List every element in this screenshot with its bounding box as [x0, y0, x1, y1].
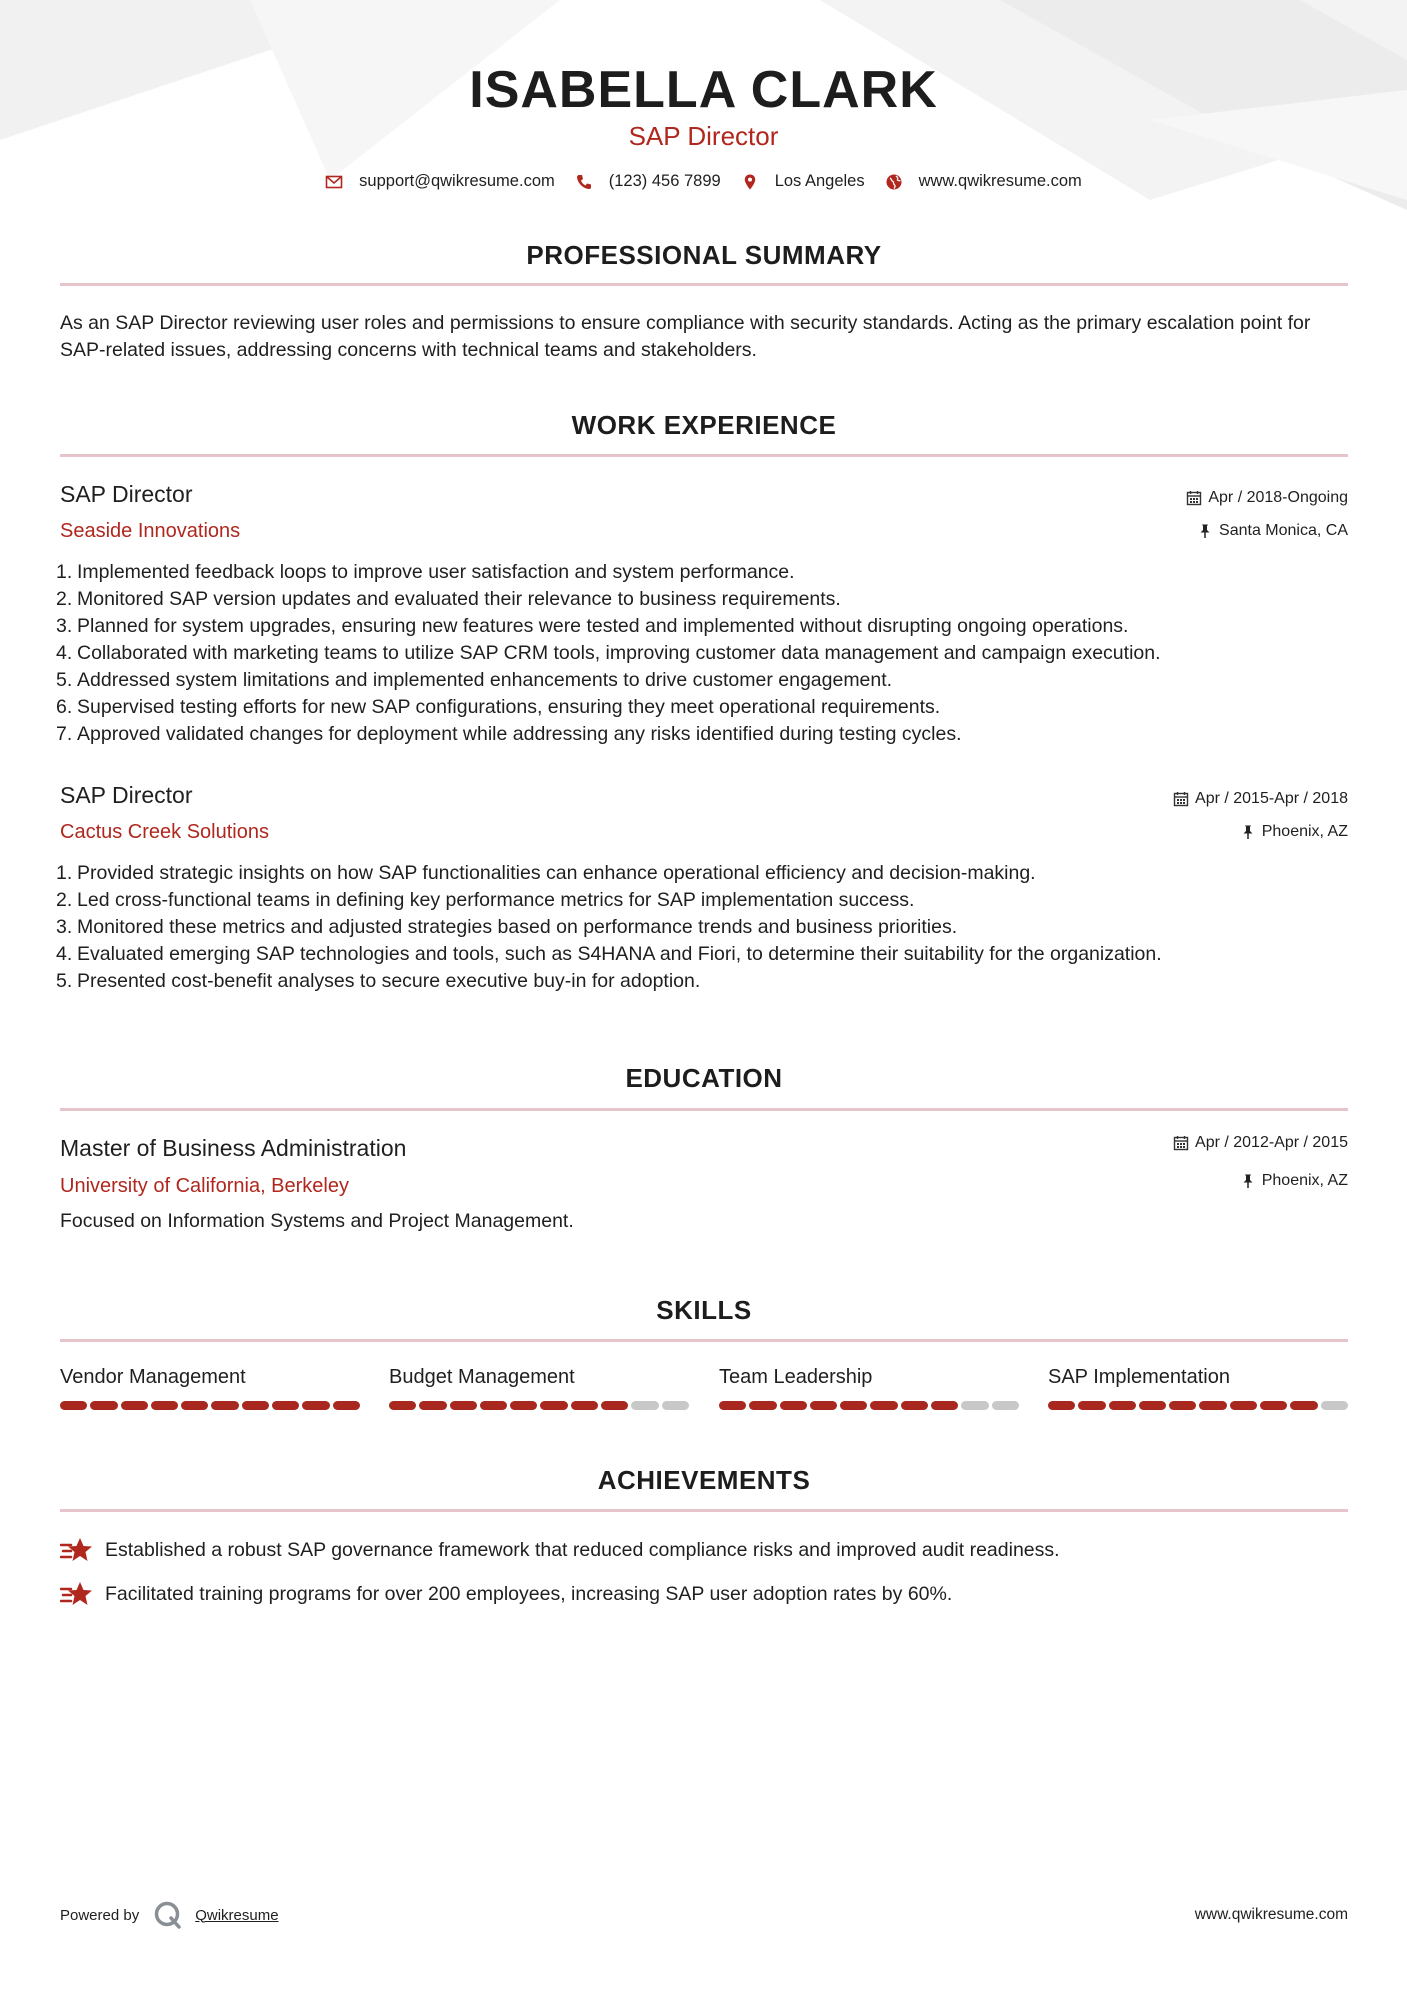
job-2-bullets	[56, 860, 1360, 995]
skill-segment	[1290, 1401, 1317, 1410]
skill-segment	[931, 1401, 958, 1410]
skill-segment	[121, 1401, 148, 1410]
skill-sap-implementation	[1048, 1366, 1348, 1410]
contact-email[interactable]	[325, 172, 555, 191]
skill-segment	[662, 1401, 689, 1410]
calendar-icon	[1173, 791, 1189, 807]
skill-level-bar	[60, 1401, 360, 1410]
skill-segment	[1109, 1401, 1136, 1410]
skill-segment	[333, 1401, 360, 1410]
qwikresume-link[interactable]: Qwikresume	[195, 1906, 279, 1924]
shooting-star-icon	[60, 1536, 94, 1564]
list-item: 1. Implemented feedback loops to improve user satisfaction and system performance.	[56, 561, 795, 583]
skill-segment	[870, 1401, 897, 1410]
achievement-item	[60, 1536, 1060, 1564]
list-item: 7. Approved validated changes for deployment while addressing any risks identified during testing cycles.	[56, 723, 962, 745]
education-dates-text: Apr / 2012-Apr / 2015	[1195, 1134, 1348, 1151]
skill-segment	[151, 1401, 178, 1410]
job-2-dates-text: Apr / 2015-Apr / 2018	[1195, 790, 1348, 807]
education-divider	[60, 1108, 1348, 1111]
skill-segment	[1199, 1401, 1226, 1410]
skill-segment	[780, 1401, 807, 1410]
contact-website[interactable]	[885, 172, 1082, 191]
skill-segment	[389, 1401, 416, 1410]
skill-name: Vendor Management	[60, 1366, 246, 1388]
contact-phone[interactable]	[575, 172, 721, 191]
education-degree: Master of Business Administration	[60, 1135, 407, 1161]
education-heading: EDUCATION	[625, 1063, 783, 1093]
education-location	[1240, 1172, 1348, 1190]
skill-segment	[60, 1401, 87, 1410]
skill-segment	[810, 1401, 837, 1410]
summary-text: As an SAP Director reviewing user roles and permissions to ensure compliance with security standards. Acting as the primary escalation point for SAP-related issues, addressing concerns with technical teams and stakeholders.	[60, 312, 1311, 361]
skill-segment	[181, 1401, 208, 1410]
skill-segment	[480, 1401, 507, 1410]
job-2-title: SAP Director	[60, 782, 193, 808]
skill-segment	[992, 1401, 1019, 1410]
experience-divider	[60, 454, 1348, 457]
skill-segment	[1078, 1401, 1105, 1410]
job-1-location-text: Santa Monica, CA	[1219, 522, 1348, 539]
skill-segment	[719, 1401, 746, 1410]
list-item: 1. Provided strategic insights on how SAP functionalities can enhance operational efficiency and decision-making.	[56, 862, 1036, 884]
skill-level-bar	[1048, 1401, 1348, 1410]
job-1-dates	[1186, 489, 1348, 507]
skill-segment	[631, 1401, 658, 1410]
skill-segment	[242, 1401, 269, 1410]
skill-segment	[749, 1401, 776, 1410]
list-item: 3. Monitored these metrics and adjusted strategies based on performance trends and business priorities.	[56, 916, 958, 938]
contact-phone-text: (123) 456 7899	[608, 172, 721, 190]
job-2-location-text: Phoenix, AZ	[1261, 823, 1348, 840]
contact-email-text: support@qwikresume.com	[359, 172, 555, 190]
skill-segment	[1230, 1401, 1257, 1410]
skill-name: SAP Implementation	[1048, 1366, 1230, 1388]
skill-team-leadership	[719, 1366, 1019, 1410]
pushpin-icon	[1197, 523, 1213, 539]
education-description: Focused on Information Systems and Project Management.	[60, 1210, 574, 1232]
achievement-text: Facilitated training programs for over 200 employees, increasing SAP user adoption rates by 60%.	[105, 1582, 953, 1605]
summary-divider	[60, 283, 1348, 286]
job-1-title: SAP Director	[60, 481, 193, 507]
candidate-role: SAP Director	[628, 121, 779, 151]
pushpin-icon	[1240, 1173, 1256, 1189]
skill-segment	[601, 1401, 628, 1410]
skill-segment	[302, 1401, 329, 1410]
job-1-dates-text: Apr / 2018-Ongoing	[1208, 489, 1348, 506]
list-item: 2. Led cross-functional teams in defining key performance metrics for SAP implementation success.	[56, 889, 915, 911]
list-item: 2. Monitored SAP version updates and evaluated their relevance to business requirements.	[56, 588, 841, 610]
skill-segment	[90, 1401, 117, 1410]
list-item: 5. Presented cost-benefit analyses to secure executive buy-in for adoption.	[56, 970, 701, 992]
skill-segment	[1048, 1401, 1075, 1410]
qwikresume-logo-icon	[153, 1900, 183, 1930]
globe-icon	[885, 173, 903, 191]
skill-level-bar	[389, 1401, 689, 1410]
list-item: 3. Planned for system upgrades, ensuring new features were tested and implemented without disrupting ongoing operations.	[56, 615, 1129, 637]
skills-heading: SKILLS	[656, 1295, 752, 1325]
summary-heading: PROFESSIONAL SUMMARY	[526, 240, 882, 270]
skill-segment	[272, 1401, 299, 1410]
achievements-heading: ACHIEVEMENTS	[597, 1465, 811, 1495]
skill-segment	[571, 1401, 598, 1410]
contact-location-text: Los Angeles	[774, 172, 865, 190]
list-item: 6. Supervised testing efforts for new SAP configurations, ensuring they meet operational requirements.	[56, 696, 941, 718]
achievement-text: Established a robust SAP governance framework that reduced compliance risks and improved audit readiness.	[105, 1538, 1060, 1561]
candidate-name: ISABELLA CLARK	[469, 61, 938, 119]
list-item: 5. Addressed system limitations and implemented enhancements to drive customer engagement.	[56, 669, 893, 691]
education-school: University of California, Berkeley	[60, 1175, 349, 1197]
contact-bar	[0, 172, 1407, 191]
contact-location	[741, 172, 865, 191]
contact-website-text: www.qwikresume.com	[918, 172, 1082, 190]
skill-vendor-management	[60, 1366, 360, 1410]
skill-name: Team Leadership	[719, 1366, 873, 1388]
skill-segment	[1139, 1401, 1166, 1410]
pushpin-icon	[1240, 824, 1256, 840]
experience-heading: WORK EXPERIENCE	[571, 410, 837, 440]
skill-segment	[840, 1401, 867, 1410]
skill-segment	[450, 1401, 477, 1410]
skill-budget-management	[389, 1366, 689, 1410]
powered-by-label: Powered by	[60, 1906, 140, 1924]
skill-name: Budget Management	[389, 1366, 575, 1388]
skill-segment	[1260, 1401, 1287, 1410]
phone-icon	[575, 173, 593, 191]
job-2-location	[1240, 823, 1348, 841]
job-2-dates	[1173, 790, 1348, 808]
calendar-icon	[1173, 1135, 1189, 1151]
job-1-bullets	[56, 559, 1360, 748]
list-item: 4. Collaborated with marketing teams to utilize SAP CRM tools, improving customer data management and campaign execution.	[56, 642, 1161, 664]
skill-segment	[1169, 1401, 1196, 1410]
skill-segment	[961, 1401, 988, 1410]
skill-segment	[211, 1401, 238, 1410]
envelope-icon	[325, 173, 343, 191]
skill-segment	[540, 1401, 567, 1410]
header-background	[0, 0, 1407, 240]
education-location-text: Phoenix, AZ	[1261, 1172, 1348, 1189]
footer-powered-by	[60, 1900, 279, 1930]
list-item: 4. Evaluated emerging SAP technologies and tools, such as S4HANA and Fiori, to determine their suitability for the organization.	[56, 943, 1162, 965]
job-1-company: Seaside Innovations	[60, 520, 241, 542]
job-1-location	[1197, 522, 1348, 540]
skill-segment	[419, 1401, 446, 1410]
skill-level-bar	[719, 1401, 1019, 1410]
skill-segment	[510, 1401, 537, 1410]
calendar-icon	[1186, 490, 1202, 506]
skill-segment	[901, 1401, 928, 1410]
education-dates	[1173, 1134, 1348, 1152]
achievement-item	[60, 1580, 952, 1608]
job-2-company: Cactus Creek Solutions	[60, 821, 269, 843]
map-pin-icon	[741, 173, 759, 191]
skill-segment	[1321, 1401, 1348, 1410]
skills-divider	[60, 1339, 1348, 1342]
achievements-divider	[60, 1509, 1348, 1512]
footer-website[interactable]: www.qwikresume.com	[1194, 1906, 1348, 1923]
shooting-star-icon	[60, 1580, 94, 1608]
